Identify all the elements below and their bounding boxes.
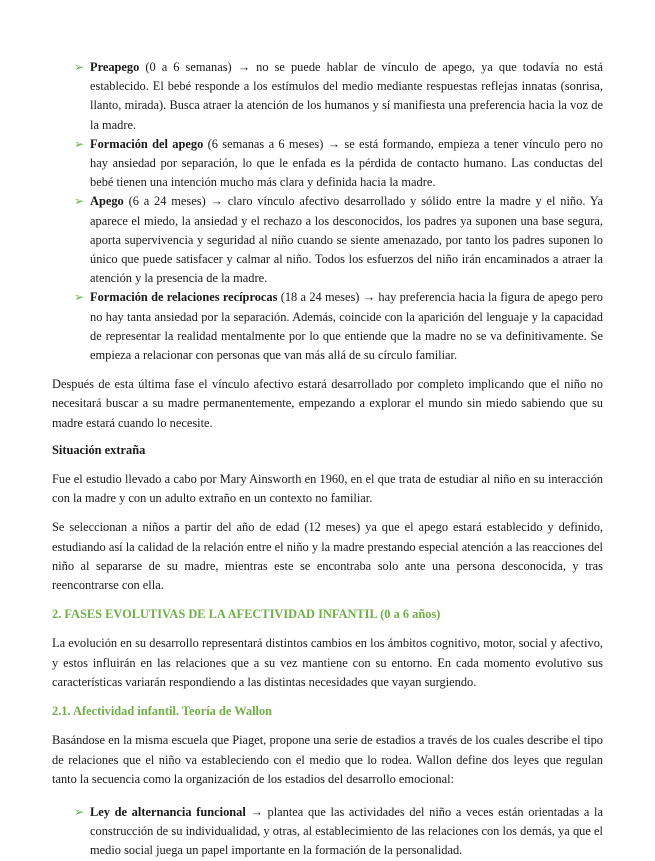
phase-description: (6 a 24 meses) → claro vínculo afectivo desarrollado y sólido entre la madre y el niño. Ya aparece el miedo, la ansiedad y el rechazo a los desconocidos, los padres ya suponen una base segura, aporta supervivencia y seguridad al niño cuando se siente amenazado, por tanto los padres suponen lo único que puede satisfacer y calmar al niño. Todos los esfuerzos del niño irán encaminados a atraer la atención y la presencia de la madre. (90, 194, 603, 286)
phase-description: (0 a 6 semanas) → no se puede hablar de vínculo de apego, ya que todavía no está establecido. El bebé responde a los estímulos del medio mediante respuestas reflejas innatas (sonrisa, llanto, mirada). Busca atraer la atención de los humanos y sí manifiesta una preferencia hacia la voz de la madre. (90, 60, 603, 132)
section-2-1-title: 2.1. Afectividad infantil. Teoría de Wallon (52, 704, 273, 719)
phase-term: Formación de relaciones recíprocas (90, 290, 278, 305)
phase-term: Formación del apego (90, 136, 204, 151)
law-term: Ley de alternancia funcional (90, 804, 246, 819)
law-description: → plantea que las actividades del niño a veces están orientadas a la construcción de su individualidad, y otras, al establecimiento de las relaciones con los demás, ya que el medio social juega un papel importante en la formación de la personalidad. (90, 804, 603, 858)
arrow-bullet-icon: ➢ (74, 804, 85, 819)
list-item (52, 288, 603, 365)
heading-situacion-extrana: Situación extraña (52, 442, 146, 457)
attachment-phases-list (52, 58, 603, 365)
arrow-bullet-icon: ➢ (74, 290, 85, 305)
arrow-bullet-icon: ➢ (74, 194, 85, 209)
arrow-bullet-icon: ➢ (74, 136, 85, 151)
phase-description: (18 a 24 meses) → hay preferencia hacia la figura de apego pero no hay tanta ansiedad por la separación. Además, coincide con la aparición del lenguaje y la capacidad de representar la realidad mentalmente por lo que entiende que la madre no se va definitivamente. Se empieza a relacionar con personas que van más allá de su círculo familiar. (90, 290, 603, 363)
phase-term: Apego (90, 194, 124, 209)
list-item (52, 58, 603, 135)
paragraph-section-2: La evolución en su desarrollo representará distintos cambios en los ámbitos cognitivo, motor, social y afectivo, y estos influirán en las relaciones que a su vez mantiene con su entorno. En cada momento evolutivo sus características variarán respondiendo a las distintas necesidades que vayan surgiendo. (52, 636, 603, 689)
paragraph-wallon: Basándose en la misma escuela que Piaget, propone una serie de estadios a través de los cuales describe el tipo de relaciones que el niño va estableciendo con el medio que lo rodea. Wallon define dos leyes que regulan tanto la secuencia como la organización de los estadios del desarrollo emocional: (52, 733, 603, 786)
list-item (52, 803, 603, 861)
list-item (52, 192, 603, 288)
paragraph-situacion-2: Se seleccionan a niños a partir del año de edad (12 meses) ya que el apego estará establecido y definido, estudiando así la calidad de la relación entre el niño y la madre prestando especial atención a las reacciones del niño al separarse de su madre, mientras este se encontraba solo ante una persona desconocida, y tras reencontrarse con ella. (52, 520, 603, 593)
paragraph-situacion-1: Fue el estudio llevado a cabo por Mary Ainsworth en 1960, en el que trata de estudiar al niño en su interacción con la madre y con un adulto extraño en un contexto no familiar. (52, 472, 603, 506)
paragraph-after-phases: Después de esta última fase el vínculo afectivo estará desarrollado por completo implicando que el niño no necesitará buscar a su madre permanentemente, empezando a explorar el mundo sin miedo sabiendo que su madre estará cuando lo necesite. (52, 377, 603, 430)
list-item (52, 135, 603, 193)
arrow-bullet-icon: ➢ (74, 60, 85, 74)
phase-term: Preapego (90, 60, 140, 74)
phase-description: (6 semanas a 6 meses) → se está formando, empieza a tener vínculo pero no hay ansiedad por separación, lo que le enfada es la pérdida de contacto humano. Las conductas del bebé tienen una intención mucho más clara y definida hacia la madre. (90, 136, 603, 190)
section-2-title: 2. FASES EVOLUTIVAS DE LA AFECTIVIDAD INFANTIL (0 a 6 años) (52, 607, 441, 622)
wallon-laws-list (52, 803, 603, 861)
